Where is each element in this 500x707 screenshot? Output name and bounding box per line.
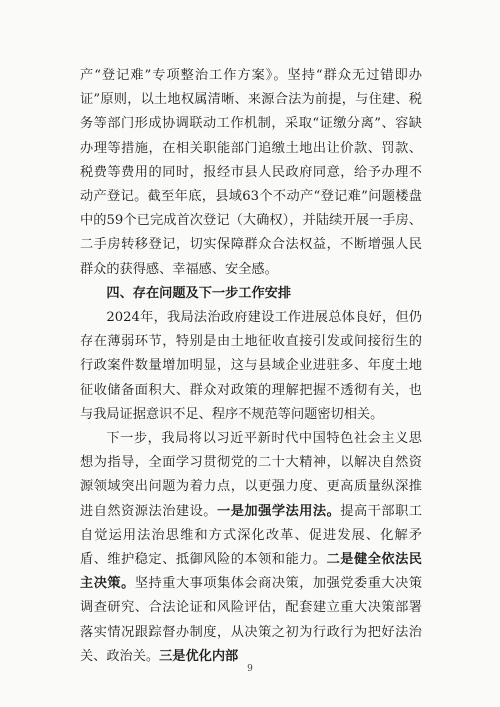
paragraph-continuation: 产“登记难”专项整治工作方案》。坚持“群众无过错即办证”原则，以土地权属清晰、来源合法为前提，与住建、税务等部门形成协调联动工作机制，采取“证缴分离”、容缺办理等措施，在相关职能部门追缴土地出让价款、罚款、税费等费用的同时，报经市县人民政府同意，给予办理不动产登记。截至年底，县域63个不动产“登记难”问题楼盘中的59个已完成首次登记（大确权），并陆续开展一手房、二手房转移登记，切实保障群众合法权益，不断增强人民群众的获得感、幸福感、安全感。 — [80, 68, 422, 277]
point-two-text: 坚持重大事项集体会商决策，加强党委重大决策调查研究、合法论证和风险评估，配套建立重大决策部署落实情况跟踪督办制度，从决策之初为行政行为把好法治关、政治关。 — [80, 576, 423, 664]
point-two-title: 二是健全依法民主决策。 — [80, 552, 422, 592]
page-number: 9 — [247, 664, 253, 674]
next-steps-intro: 下一步，我局将以习近平新时代中国特色社会主义思想为指导，全面学习贯彻党的二十大精神，以解决自然资源领域突出问题为着力点，以更强力度、更高质量纵深推进自然资源法治建设。 — [80, 431, 422, 519]
point-three-title: 三是优化内部 — [159, 648, 239, 664]
point-one-title: 一是加强学法用法。 — [217, 503, 341, 519]
paragraph-next-steps — [80, 427, 422, 669]
section-heading: 四、存在问题及下一步工作安排 — [106, 285, 292, 301]
document-body — [80, 64, 422, 669]
paragraph-problems: 2024年，我局法治政府建设工作进展总体良好，但仍存在薄弱环节，特别是由土地征收直接引发或间接衍生的行政案件数量增加明显，这与县域企业进驻多、年度土地征收储备面积大、群众对政策的理解把握不透彻有关，也与我局证据意识不足、程序不规范等问题密切相关。 — [80, 310, 422, 422]
point-one-text: 提高干部职工自觉运用法治思维和方式深化改革、促进发展、化解矛盾、维护稳定、抵御风险的本领和能力。 — [80, 503, 423, 568]
